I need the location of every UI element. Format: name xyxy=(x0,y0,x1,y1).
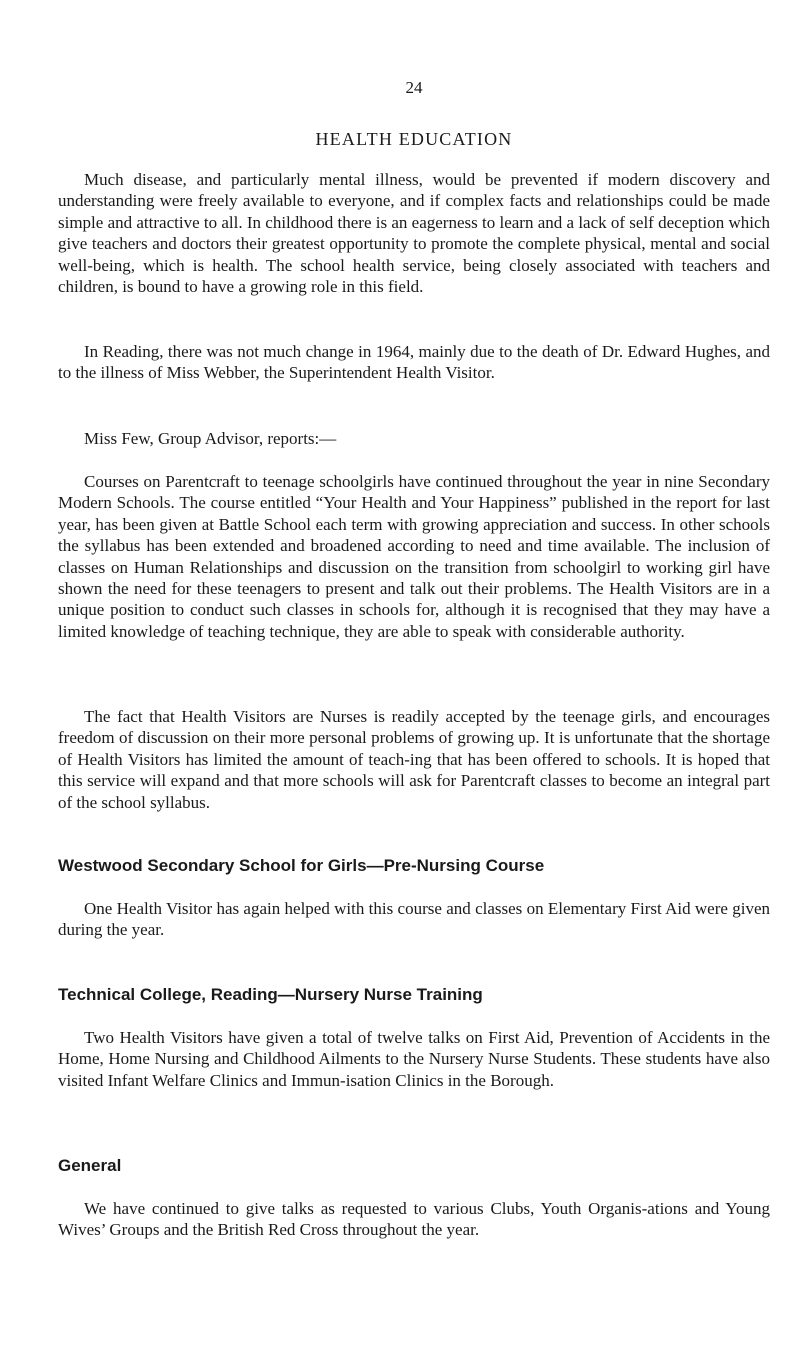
paragraph-courses: Courses on Parentcraft to teenage schoolgirls have continued throughout the year in nine Secondary Modern Schools. The course entitled “Your Health and Your Happiness” published in the report for last year, has been given at Battle School each term with growing appreciation and success. In other schools the syllabus has been extended and broadened according to need and time available. The inclusion of classes on Human Relationships and discussion on the transition from schoolgirl to working girl have shown the need for these teenagers to present and talk out their problems. The Health Visitors are in a unique position to conduct such classes in schools for, although it is recognised that they may have a limited knowledge of teaching technique, they are able to speak with considerable authority. xyxy=(58,472,770,641)
section-body-general: We have continued to give talks as requested to various Clubs, Youth Organis-ations and Young Wives’ Groups and the British Red Cross throughout the year. xyxy=(58,1199,770,1240)
paragraph-reading: In Reading, there was not much change in 1964, mainly due to the death of Dr. Edward Hughes, and to the illness of Miss Webber, the Superintendent Health Visitor. xyxy=(58,342,770,383)
section-body-technical-college: Two Health Visitors have given a total of twelve talks on First Aid, Prevention of Accidents in the Home, Home Nursing and Childhood Ailments to the Nursery Nurse Students. These students have also visited Infant Welfare Clinics and Immun-isation Clinics in the Borough. xyxy=(58,1028,770,1090)
paragraph-reports: Miss Few, Group Advisor, reports:— xyxy=(84,429,337,448)
page-title: HEALTH EDUCATION xyxy=(315,129,513,149)
section-heading-technical-college: Technical College, Reading—Nursery Nurse Training xyxy=(58,985,483,1004)
paragraph-nurses: The fact that Health Visitors are Nurses is readily accepted by the teenage girls, and encourages freedom of discussion on their more personal problems of growing up. It is unfortunate that the shortage of Health Visitors has limited the amount of teach-ing that has been offered to schools. It is hoped that this service will expand and that more schools will ask for Parentcraft classes to become an integral part of the school syllabus. xyxy=(58,707,770,812)
page-number: 24 xyxy=(405,78,423,97)
section-heading-westwood: Westwood Secondary School for Girls—Pre-Nursing Course xyxy=(58,856,545,875)
paragraph-intro: Much disease, and particularly mental illness, would be prevented if modern discovery and understanding were freely available to everyone, and if complex facts and relationships could be made simple and attractive to all. In childhood there is an eagerness to learn and a lack of self deception which give teachers and doctors their greatest opportunity to promote the complete physical, mental and social well-being, which is health. The school health service, being closely associated with teachers and children, is bound to have a growing role in this field. xyxy=(58,170,770,297)
section-heading-general: General xyxy=(58,1156,122,1175)
section-body-westwood: One Health Visitor has again helped with this course and classes on Elementary First Aid were given during the year. xyxy=(58,899,770,940)
